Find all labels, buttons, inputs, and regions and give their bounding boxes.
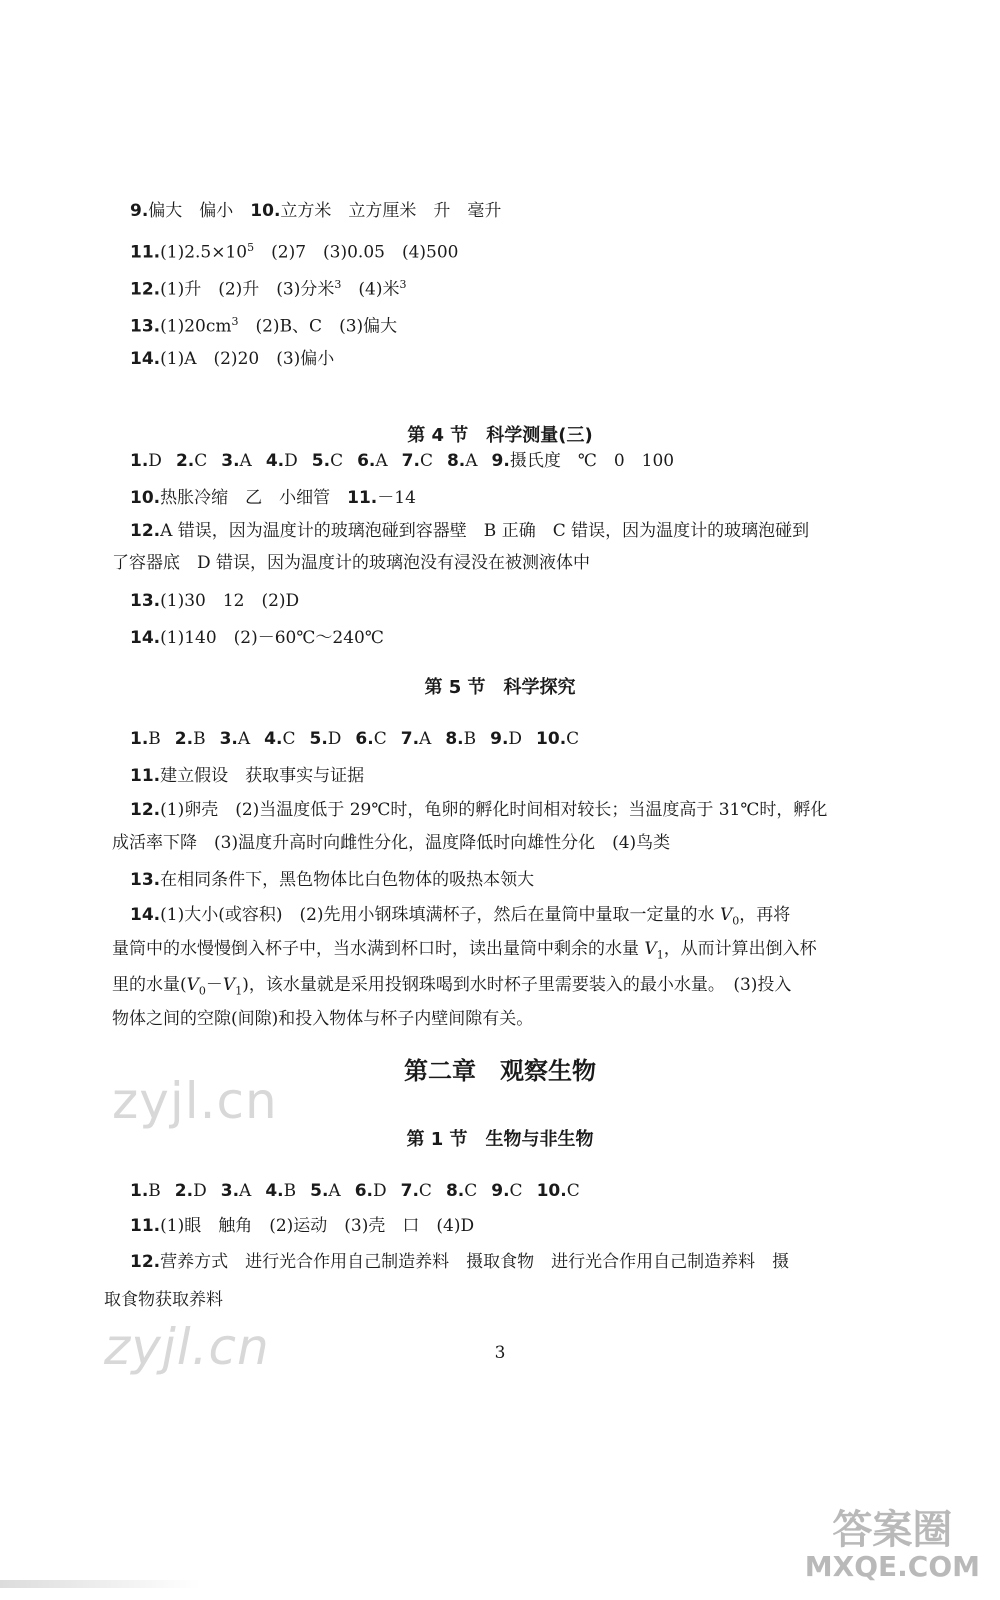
answer-text: (1)20cm — [160, 316, 232, 337]
q-num: 12. — [130, 279, 161, 300]
q-num: 14. — [130, 349, 161, 369]
watermark: zyjl.cn — [112, 1072, 278, 1130]
q-num: 1. — [130, 451, 149, 471]
q-num: 6. — [355, 729, 374, 749]
q-num: 8. — [446, 451, 466, 471]
answer-text: 摄氏度 ℃ 0 100 — [509, 451, 675, 471]
q-num: 4. — [265, 1181, 284, 1201]
site-logo — [805, 1508, 980, 1582]
answer-line-12 — [130, 520, 910, 542]
q-num: 11. — [130, 766, 161, 786]
q-num: 5. — [311, 451, 331, 471]
answer-text: 热胀冷缩 乙 小细管 — [160, 488, 348, 508]
subscript: 0 — [198, 984, 206, 998]
choice-answer: D — [148, 451, 162, 471]
choice-answer: B — [463, 729, 477, 749]
answer-line-11 — [130, 237, 910, 264]
answer-line-14 — [130, 348, 910, 370]
subscript: 1 — [656, 948, 664, 962]
answer-text: 了容器底 D 错误，因为温度计的玻璃泡没有浸没在被测液体中 — [112, 553, 591, 573]
choice-answer: C — [330, 451, 344, 471]
q-num: 7. — [400, 729, 420, 749]
q-num: 11. — [130, 242, 161, 263]
choice-answer: D — [193, 1181, 207, 1201]
q-num: 6. — [357, 451, 376, 471]
q-num: 13. — [130, 870, 161, 890]
variable: V — [719, 905, 733, 925]
answer-line-1-10 — [130, 1180, 910, 1202]
choice-answer: D — [327, 729, 342, 749]
answer-text: 在相同条件下，黑色物体比白色物体的吸热本领大 — [160, 870, 535, 890]
answer-line-1-9 — [130, 450, 910, 472]
q-num: 4. — [265, 451, 285, 471]
answer-text: (1)卵壳 (2)当温度低于 29℃时，龟卵的孵化时间相对较长；当温度高于 31℃时，孵化 — [160, 800, 828, 820]
choice-answer: A — [239, 1181, 252, 1201]
q-num: 1. — [130, 729, 149, 749]
choice-answer: C — [418, 1181, 432, 1201]
q-num: 9. — [491, 1181, 510, 1201]
q-num: 12. — [130, 521, 161, 541]
q-num: 12. — [130, 800, 161, 820]
q-num: 5. — [310, 1181, 329, 1201]
answer-text: 立方米 立方厘米 升 毫升 — [280, 201, 502, 221]
section-title: 第 1 节 生物与非生物 — [406, 1129, 594, 1150]
choice-answer: A — [419, 729, 432, 749]
answer-line-12 — [130, 799, 910, 821]
section-title: 第 4 节 科学测量(三) — [407, 425, 593, 446]
answer-line-12-cont — [112, 552, 910, 574]
q-num: 3. — [220, 1181, 240, 1201]
variable: V — [644, 939, 657, 959]
q-num: 1. — [130, 1181, 149, 1201]
watermark: zyjl.cn — [104, 1318, 270, 1376]
answer-line-14-cont — [112, 974, 910, 1002]
q-num: 11. — [347, 488, 378, 508]
answer-line-13 — [130, 311, 910, 338]
q-num: 10. — [536, 729, 567, 749]
choice-answer: C — [509, 1181, 523, 1201]
answer-text: (1)眼 触角 (2)运动 (3)壳 口 (4)D — [160, 1216, 475, 1236]
q-num: 10. — [250, 201, 281, 221]
q-num: 10. — [536, 1181, 567, 1201]
q-num: 3. — [219, 729, 238, 749]
q-num: 2. — [174, 729, 194, 749]
answer-text: (4)米 — [341, 279, 400, 300]
answer-text: － — [205, 975, 223, 995]
answer-text: (1)140 (2)－60℃～240℃ — [160, 628, 384, 648]
q-num: 2. — [174, 1181, 194, 1201]
answer-line-1-10 — [130, 728, 910, 750]
choice-answer: C — [373, 729, 387, 749]
q-num: 10. — [130, 488, 161, 508]
choice-answer: A — [375, 451, 388, 471]
chapter-title: 第二章 观察生物 — [404, 1057, 596, 1085]
choice-answer: B — [148, 1181, 161, 1201]
q-num: 12. — [130, 1252, 161, 1272]
logo-text: 答案圈 — [832, 1507, 953, 1553]
q-num: 3. — [221, 451, 240, 471]
answer-text: (1)A (2)20 (3)偏小 — [160, 349, 335, 369]
answer-text: (1)大小(或容积) (2)先用小钢珠填满杯子，然后在量筒中量取一定量的水 — [160, 905, 720, 925]
scan-edge — [0, 1580, 200, 1588]
q-num: 5. — [309, 729, 328, 749]
choice-answer: B — [193, 729, 206, 749]
q-num: 9. — [490, 729, 509, 749]
q-num: 8. — [445, 729, 464, 749]
superscript: 5 — [247, 241, 255, 254]
answer-text: 营养方式 进行光合作用自己制造养料 摄取食物 进行光合作用自己制造养料 摄 — [160, 1252, 790, 1272]
choice-answer: C — [194, 451, 208, 471]
superscript: 3 — [334, 278, 342, 291]
answer-line-11 — [130, 1215, 910, 1237]
q-num: 4. — [264, 729, 283, 749]
answer-text: (1)30 12 (2)D — [160, 591, 300, 611]
answer-line-14-cont — [112, 938, 910, 966]
answer-text: (1)2.5×10 — [160, 242, 248, 263]
choice-answer: C — [566, 1181, 580, 1201]
answer-line-14 — [130, 627, 910, 649]
answer-text: 偏大 偏小 — [148, 201, 251, 221]
answer-text: (1)升 (2)升 (3)分米 — [160, 279, 335, 300]
q-num: 14. — [130, 628, 161, 648]
answer-line-12-cont — [104, 1289, 910, 1311]
variable: V — [186, 975, 199, 995]
choice-answer: A — [239, 451, 252, 471]
q-num: 8. — [445, 1181, 465, 1201]
choice-answer: C — [282, 729, 296, 749]
answer-line-12 — [130, 1251, 910, 1273]
choice-answer: C — [419, 451, 433, 471]
q-num: 13. — [130, 591, 161, 611]
q-num: 11. — [130, 1216, 161, 1236]
choice-answer: C — [566, 729, 580, 749]
answer-text: 里的水量( — [112, 975, 187, 995]
answer-text: 量筒中的水慢慢倒入杯子中，当水满到杯口时，读出量筒中剩余的水量 — [112, 939, 645, 959]
answer-text: 成活率下降 (3)温度升高时向雌性分化，温度降低时向雄性分化 (4)鸟类 — [112, 833, 671, 853]
choice-answer: D — [372, 1181, 387, 1201]
answer-text: )，该水量就是采用投钢珠喝到水时杯子里需要装入的最小水量。 (3)投入 — [242, 975, 792, 995]
answer-line-13 — [130, 869, 910, 891]
logo-domain: MXQE.COM — [804, 1550, 980, 1583]
subscript: 0 — [732, 914, 740, 928]
variable: V — [222, 975, 236, 995]
q-num: 9. — [130, 201, 149, 221]
answer-line-12 — [130, 274, 910, 301]
q-num: 7. — [400, 1181, 419, 1201]
answer-line-12-cont — [112, 832, 910, 854]
answer-text: 物体之间的空隙(间隙)和投入物体与杯子内壁间隙有关。 — [112, 1009, 534, 1029]
choice-answer: A — [237, 729, 251, 749]
q-num: 2. — [175, 451, 195, 471]
answer-line-13 — [130, 590, 910, 612]
q-num: 14. — [130, 905, 161, 925]
choice-answer: B — [148, 729, 161, 749]
q-num: 9. — [491, 451, 510, 471]
choice-answer: D — [508, 729, 523, 749]
answer-line-10-11 — [130, 487, 910, 509]
answer-line-14 — [130, 904, 910, 932]
superscript: 3 — [399, 278, 407, 291]
answer-line-11 — [130, 765, 910, 787]
answer-text: ，再将 — [739, 905, 791, 925]
superscript: 3 — [231, 315, 239, 328]
section-title: 第 5 节 科学探究 — [424, 677, 576, 698]
choice-answer: A — [465, 451, 478, 471]
answer-text: 取食物获取养料 — [104, 1290, 223, 1310]
answer-text: －14 — [377, 488, 416, 508]
answer-text: 建立假设 获取事实与证据 — [160, 766, 365, 786]
page-number: 3 — [494, 1343, 506, 1363]
q-num: 6. — [354, 1181, 373, 1201]
q-num: 13. — [130, 316, 161, 337]
answer-line-14-cont — [112, 1008, 910, 1030]
answer-text: (2)7 (3)0.05 (4)500 — [254, 242, 459, 263]
answer-line-9-10 — [130, 200, 910, 222]
answer-text: (2)B、C (3)偏大 — [238, 316, 398, 337]
subscript: 1 — [235, 984, 243, 998]
answer-text: ，从而计算出倒入杯 — [663, 939, 817, 959]
q-num: 7. — [401, 451, 420, 471]
answer-text: A 错误，因为温度计的玻璃泡碰到容器壁 B 正确 C 错误，因为温度计的玻璃泡碰到 — [160, 521, 810, 541]
choice-answer: B — [283, 1181, 297, 1201]
choice-answer: D — [284, 451, 298, 471]
choice-answer: A — [328, 1181, 341, 1201]
choice-answer: C — [464, 1181, 478, 1201]
